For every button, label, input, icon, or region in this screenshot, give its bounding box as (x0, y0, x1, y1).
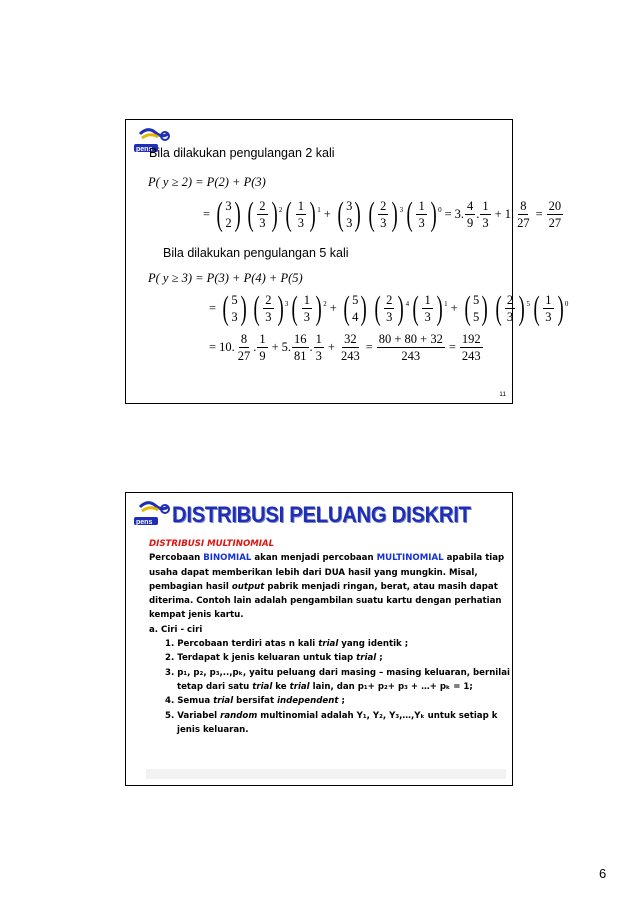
equation-p-y-ge-2: P( y ≥ 2) = P(2) + P(3) (148, 175, 266, 189)
list-item-3: 3. p₁, p₂, p₃,..,pₖ, yaitu peluang dari masing – masing keluaran, bernilai (165, 667, 510, 678)
slide-body (149, 537, 510, 737)
equation-result-5: = 10. $\frac{8}{27}$ . $\frac{1}{9}$ + 5. $\frac{16}{81}$ . $\frac{1}{3}$ + $\frac{32}{243}$ = $\frac{80 + 80 + 32}{243}$ = $\frac{192}{243}$ (209, 332, 481, 363)
paragraph-line-5: kempat jenis kartu. (149, 610, 244, 621)
equation-expansion-2: = ( 3 2 ) ( $\frac{2}{3}$ ) $^2$ ( $\frac{1}{3}$ ) $^1$ + ( 3 3 ) ( $\frac{2}{3}$ ) $^3$ ( $\frac{1}{3}$ ) $^0$ = 3. $\frac{4}{9}$ . $\frac{1}{3}$ + 1. $\frac{8}{27}$ = $\frac{20}{27}$ (203, 195, 562, 233)
equation-expansion-5: = ( 5 3 ) ( $\frac{2}{3}$ ) $^3$ ( $\frac{1}{3}$ ) $^2$ + ( 5 4 ) ( $\frac{2}{3}$ ) $^4$ ( $\frac{1}{3}$ ) $^1$ + ( 5 5 ) ( $\frac{2}{3}$ ) $^5$ ( $\frac{1}{3}$ ) $^0$ (209, 289, 569, 327)
slide-footer-bar (146, 769, 506, 779)
page-number: 6 (599, 866, 607, 881)
list-item-3-cont: tetap dari satu trial ke trial lain, dan p₁+ p₂+ p₃ + …+ pₖ = 1; (177, 681, 473, 692)
list-item-1: 1. Percobaan terdiri atas n kali trial yang identik ; (165, 639, 409, 650)
term-multinomial: MULTINOMIAL (376, 553, 444, 564)
list-item-5: 5. Variabel random multinomial adalah Y₁, Y₂, Y₃,…,Yₖ untuk setiap k (165, 710, 498, 721)
slide-title: DISTRIBUSI PELUANG DISKRIT (172, 502, 471, 527)
svg-text:pens: pens (136, 146, 153, 153)
list-item-2: 2. Terdapat k jenis keluaran untuk tiap trial ; (165, 653, 383, 664)
list-item-4: 4. Semua trial bersifat independent ; (165, 696, 345, 707)
heading-two-trials: Bila dilakukan pengulangan 2 kali (149, 146, 335, 160)
paragraph-line-3: pembagian hasil output pabrik menjadi ringan, berat, atau masih dapat (149, 581, 498, 592)
slide-12 (125, 492, 513, 786)
slide-number: 11 (499, 391, 506, 398)
ciri-heading: a. Ciri - ciri (149, 624, 203, 635)
slide-11 (125, 119, 569, 404)
heading-five-trials: Bila dilakukan pengulangan 5 kali (163, 246, 349, 260)
paragraph-line-4: diterima. Contoh lain adalah pengambilan suatu kartu dengan perhatian (149, 596, 502, 607)
term-binomial: BINOMIAL (203, 553, 252, 564)
list-item-5-cont: jenis keluaran. (177, 724, 249, 735)
paragraph-line-1: Percobaan BINOMIAL akan menjadi percobaan MULTINOMIAL apabila tiap (149, 553, 505, 564)
equation-p-y-ge-3: P( y ≥ 3) = P(3) + P(4) + P(5) (148, 271, 303, 285)
pens-logo-icon (132, 497, 174, 531)
section-subtitle: DISTRIBUSI MULTINOMIAL (149, 539, 275, 549)
paragraph-line-2: usaha dapat memberikan lebih dari DUA hasil yang mungkin. Misal, (149, 567, 478, 578)
svg-text:pens: pens (136, 519, 153, 526)
